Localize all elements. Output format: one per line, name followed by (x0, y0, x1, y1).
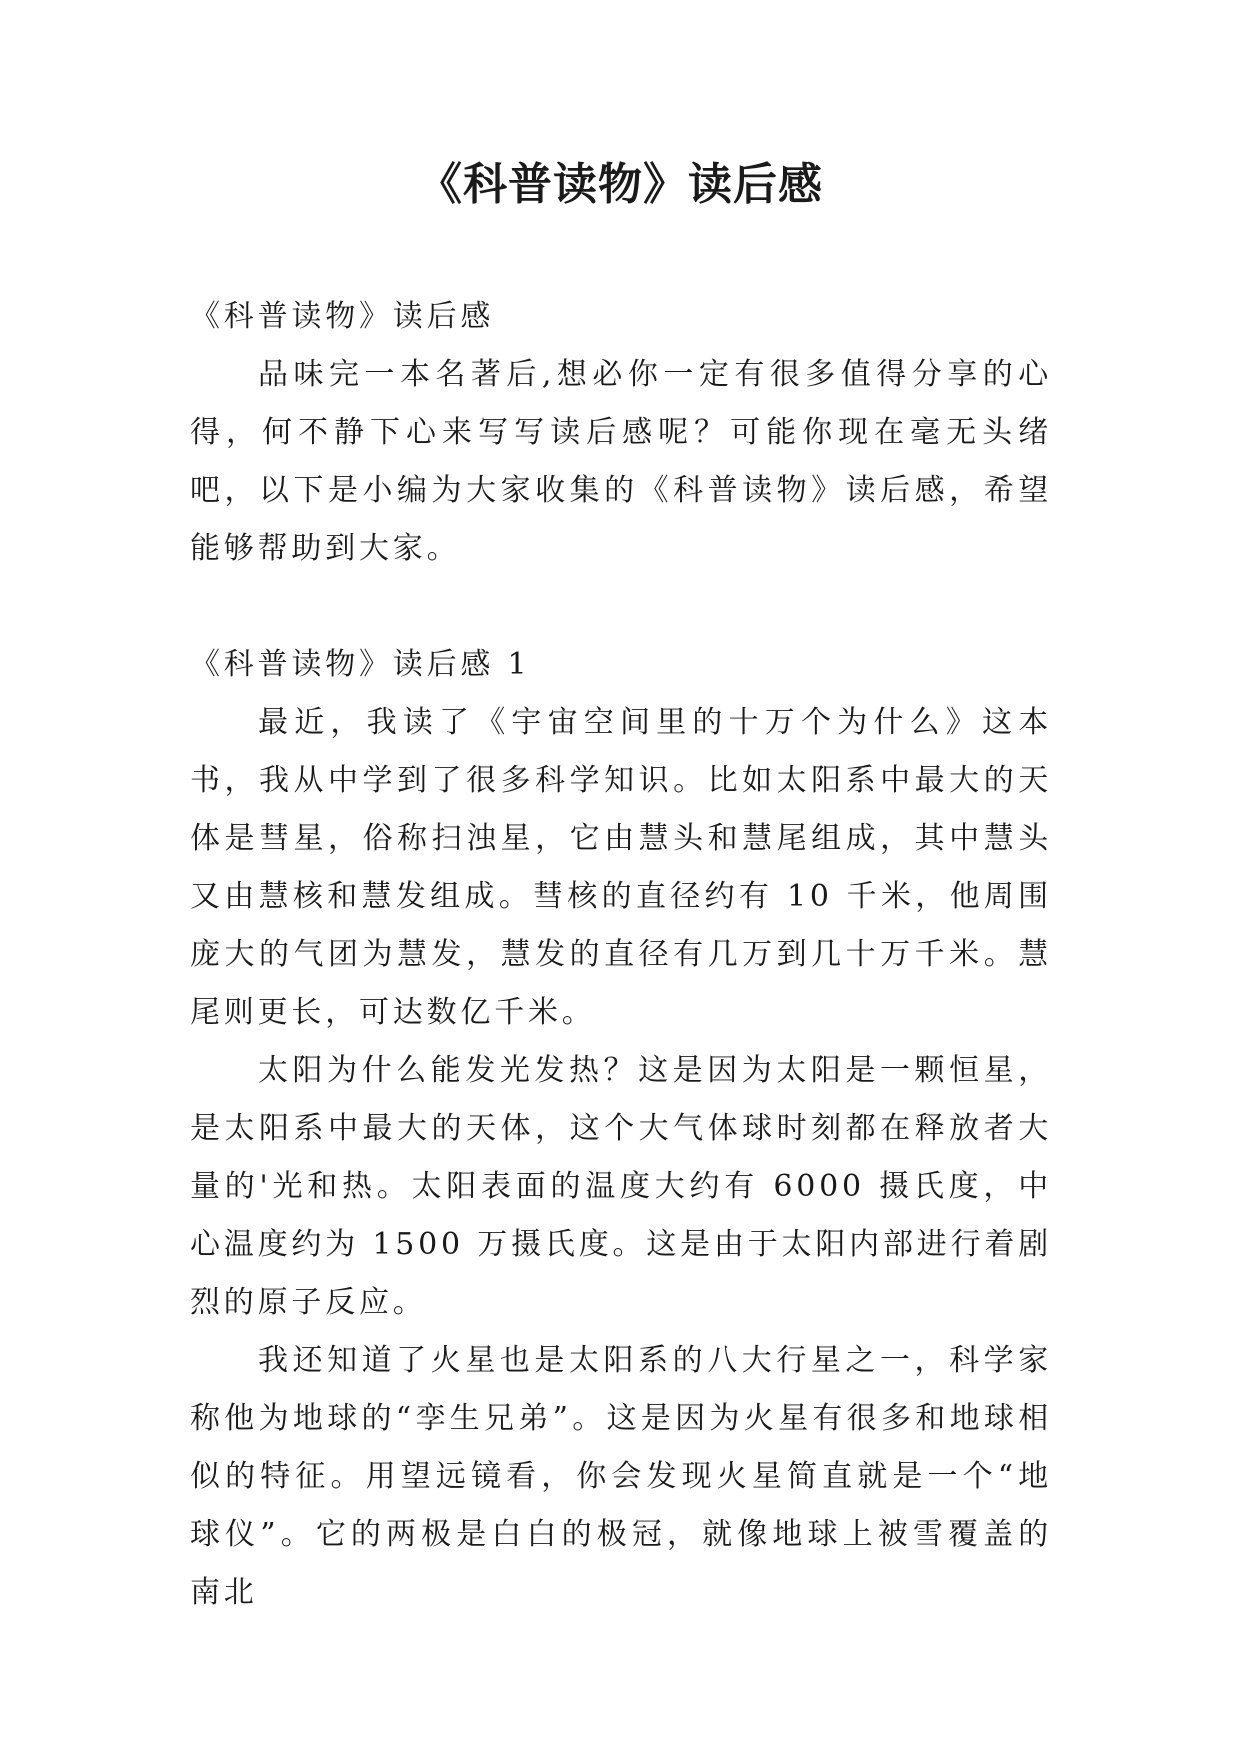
body-paragraph-2: 太阳为什么能发光发热？这是因为太阳是一颗恒星，是太阳系中最大的天体，这个大气体球时刻都在释放者大量的'光和热。太阳表面的温度大约有 6000 摄氏度，中心温度约为 1500 万摄氏度。这是由于太阳内部进行着剧烈的原子反应。 (190, 1053, 1052, 1320)
section-spacer (190, 578, 1052, 636)
section-heading: 《科普读物》读后感 1 (190, 647, 531, 682)
intro-paragraph: 品味完一本名著后,想必你一定有很多值得分享的心得，何不静下心来写写读后感呢？可能你现在毫无头绪吧，以下是小编为大家收集的《科普读物》读后感，希望能够帮助到大家。 (190, 357, 1052, 566)
document-body (190, 288, 1052, 1622)
body-paragraph-1: 最近，我读了《宇宙空间里的十万个为什么》这本书，我从中学到了很多科学知识。比如太阳系中最大的天体是彗星，俗称扫浊星，它由慧头和慧尾组成，其中慧头又由慧核和慧发组成。彗核的直径约有 10 千米，他周围庞大的气团为慧发，慧发的直径有几万到几十万千米。慧尾则更长，可达数亿千米。 (190, 705, 1052, 1030)
page-title: 《科普读物》读后感 (418, 159, 823, 210)
body-paragraph-3: 我还知道了火星也是太阳系的八大行星之一，科学家称他为地球的“孪生兄弟”。这是因为火星有很多和地球相似的特征。用望远镜看，你会发现火星简直就是一个“地球仪”。它的两极是白白的极冠，就像地球上被雪覆盖的南北 (190, 1343, 1052, 1610)
intro-heading: 《科普读物》读后感 (190, 299, 495, 334)
